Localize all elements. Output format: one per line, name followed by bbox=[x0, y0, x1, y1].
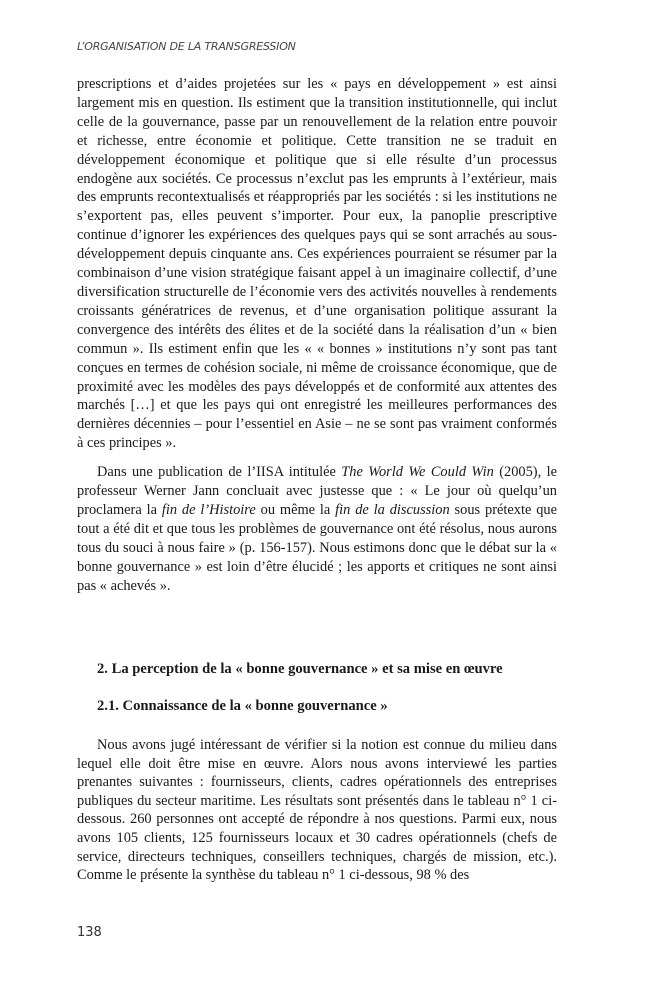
text-run: sous prétexte que tout a été dit et que tous les problèmes de gouvernance ont été résolus, nous aurons tous du souci à nous faire » (p. 156-157). Nous estimons donc que le débat sur la « bonne gouvernance » est loin d’être élucidé ; les apports et critiques ne sont ainsi pas « achevés ». bbox=[77, 501, 557, 594]
book-title: The World We Could Win bbox=[341, 464, 494, 481]
body-text-block bbox=[77, 75, 557, 595]
subsection-heading-2-1: 2.1. Connaissance de la « bonne gouvernance » bbox=[97, 698, 388, 714]
body-text-block-2 bbox=[77, 736, 557, 885]
section-heading-2: 2. La perception de la « bonne gouvernance » et sa mise en œuvre bbox=[97, 661, 503, 677]
paragraph-iisa bbox=[77, 463, 557, 595]
running-header: L’ORGANISATION DE LA TRANSGRESSION bbox=[77, 40, 296, 53]
emphasis: fin de l’Histoire bbox=[161, 501, 256, 518]
text-run: ou même la bbox=[255, 501, 336, 518]
page-number: 138 bbox=[77, 925, 102, 940]
text-run: Dans une publication de l’IISA intitulée bbox=[97, 464, 342, 481]
paragraph-survey: Nous avons jugé intéressant de vérifier si la notion est connue du milieu dans lequel elle doit être mise en œuvre. Alors nous avons interviewé les parties prenantes suivantes : fournisseurs, clients, cadres opérationnels des entreprises publiques du secteur maritime. Les résultats sont présentés dans le tableau n° 1 ci-dessous. 260 personnes ont accepté de répondre à nos questions. Parmi eux, nous avons 105 clients, 125 fournisseurs locaux et 30 cadres opérationnels (chefs de service, directeurs techniques, conseillers techniques, chargés de mission, etc.). Comme le présente la synthèse du tableau n° 1 ci-dessous, 98 % des bbox=[77, 737, 557, 884]
text-run: (2005), le professeur Werner Jann concluait avec justesse que : « Le jour où quelqu’un proclamera la bbox=[77, 464, 557, 518]
paragraph-continuation: prescriptions et d’aides projetées sur les « pays en développement » est ainsi largement mis en question. Ils estiment que la transition institutionnelle, qui inclut celle de la gouvernance, passe par un renouvellement de la relation entre pouvoir et richesse, entre économie et politique. Cette transition ne se traduit en développement économique et politique que si elle résulte d’un processus endogène aux sociétés. Ce processus n’exclut pas les emprunts à l’extérieur, mais des emprunts recontextualisés et réappropriés par les sociétés : si les institutions ne s’exportent pas, elles peuvent s’importer. Pour eux, la panoplie prescriptive continue d’ignorer les expériences des quelques pays qui se sont arrachés au sous-développement depuis cinquante ans. Ces expériences pourraient se résumer par la combinaison d’une vision stratégique faisant appel à un imaginaire collectif, d’une diversification structurelle de l’économie vers des activités nouvelles à rendements croissants génératrices de revenus, et d’une organisation politique assurant la convergence des intérêts des élites et de la société dans la réalisation d’un « bien commun ». Ils estiment enfin que les « « bonnes » institutions n’y sont pas tant conçues en termes de cohésion sociale, ni même de croissance économique, que de proximité avec les modèles des pays développés et de conformité aux attentes des marchés […] et que les pays qui ont enregistré les meilleures performances des dernières décennies – pour l’essentiel en Asie – ne se sont pas vraiment conformés à ces principes ». bbox=[77, 76, 557, 452]
emphasis: fin de la discussion bbox=[335, 501, 450, 518]
